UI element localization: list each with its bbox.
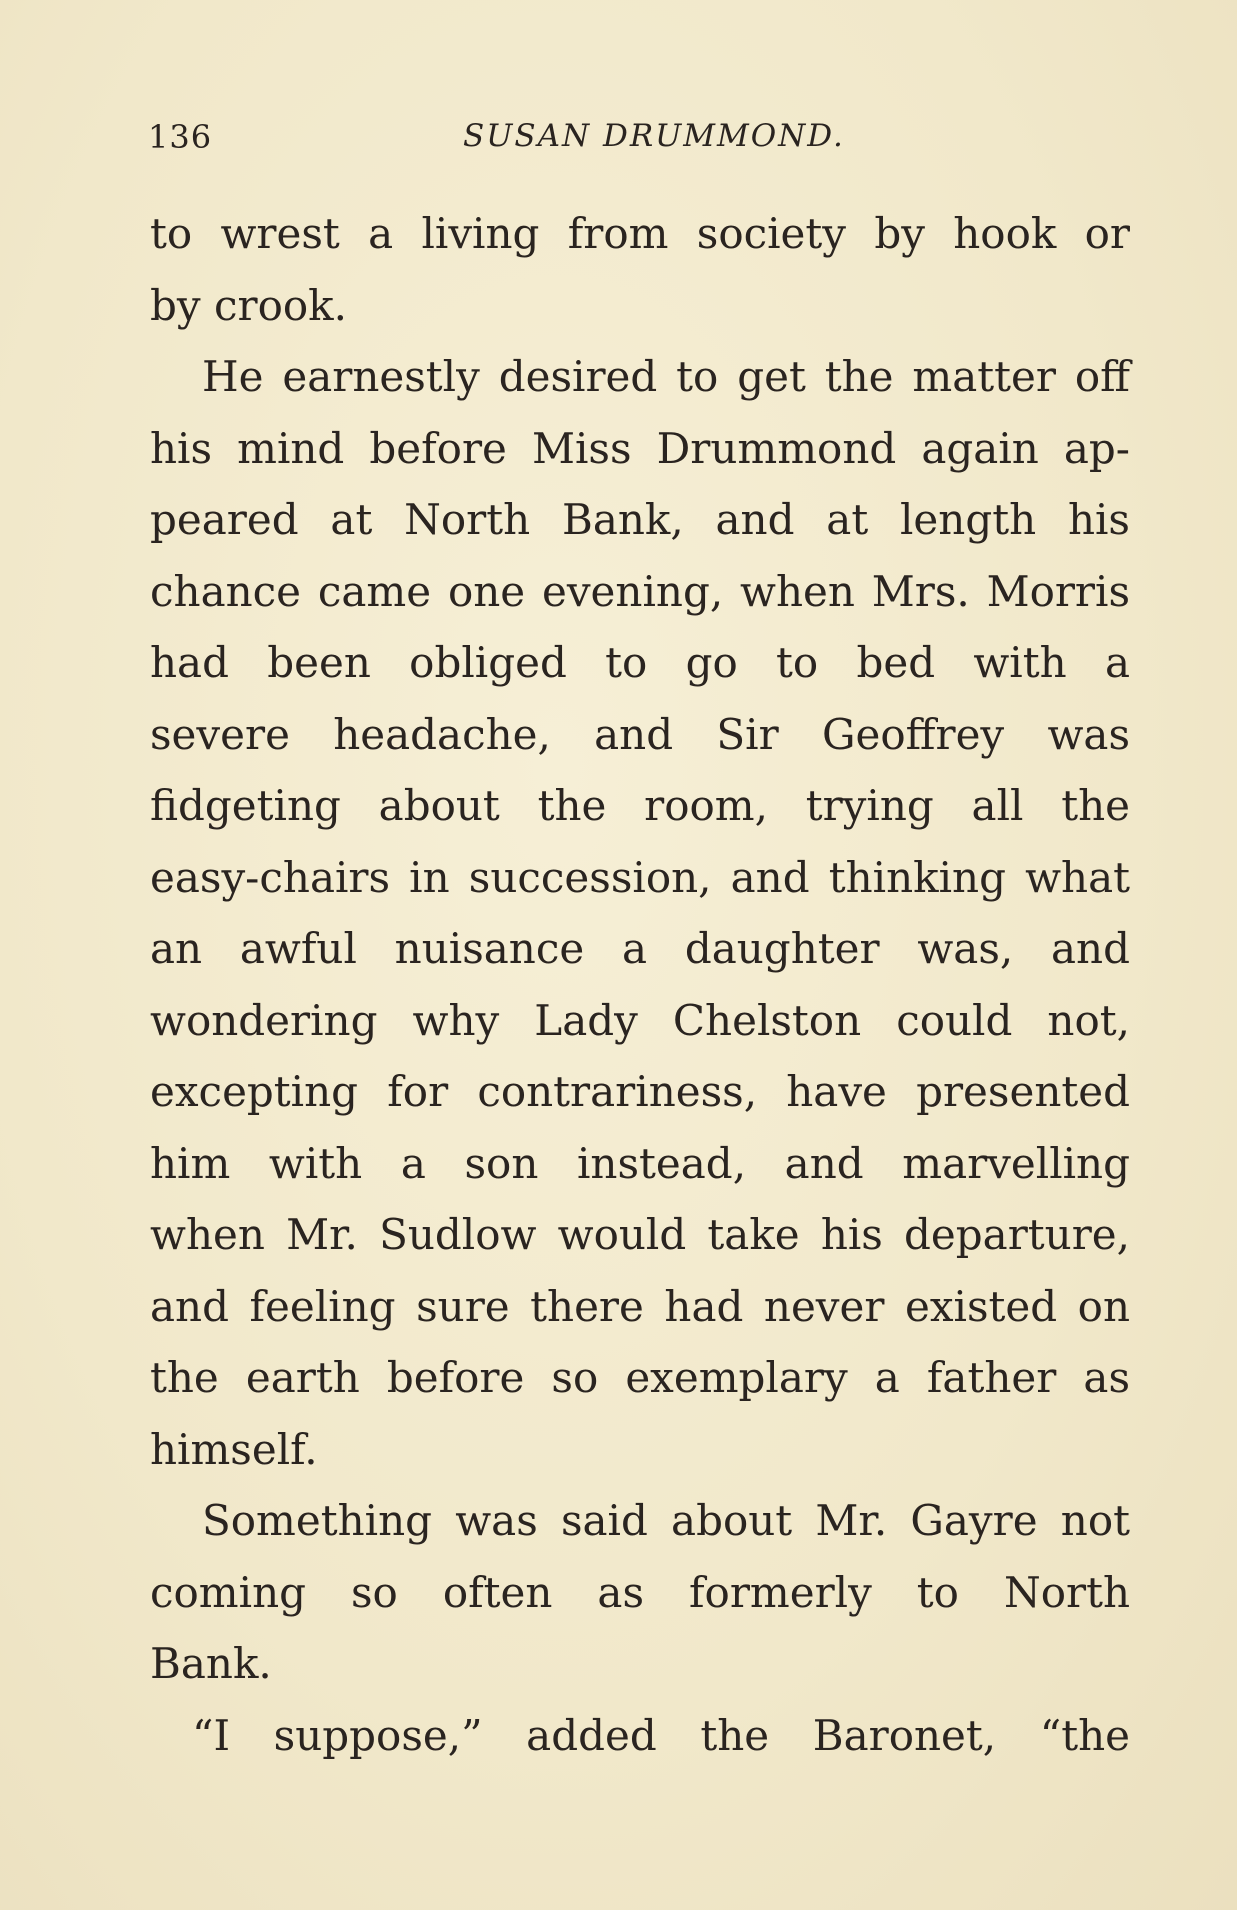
text-line: easy-chairs in succession, and thinking what bbox=[150, 852, 1130, 902]
text-line: had been obliged to go to bed with a bbox=[150, 638, 1130, 687]
text-line: chance came one evening, when Mrs. Morris bbox=[150, 566, 1130, 616]
text-line: his mind before Miss Drummond again ap- bbox=[150, 423, 1130, 473]
body-text bbox=[150, 198, 1130, 1771]
text-line: excepting for contrariness, have presented bbox=[150, 1067, 1130, 1116]
text-line: when Mr. Sudlow would take his departure, bbox=[150, 1210, 1130, 1259]
page-number: 136 bbox=[148, 118, 213, 156]
text-line: Something was said about Mr. Gayre not bbox=[202, 1496, 1130, 1545]
text-line: to wrest a living from society by hook or bbox=[150, 209, 1130, 258]
text-line: an awful nuisance a daughter was, and bbox=[150, 924, 1130, 973]
text-line: severe headache, and Sir Geoffrey was bbox=[150, 709, 1130, 759]
text-line: He earnestly desired to get the matter off bbox=[202, 352, 1130, 401]
text-line: him with a son instead, and marvelling bbox=[150, 1138, 1130, 1188]
text-line: peared at North Bank, and at length his bbox=[150, 495, 1130, 544]
text-line: “I suppose,” added the Baronet, “the bbox=[192, 1710, 1130, 1760]
text-line: himself. bbox=[150, 1424, 318, 1474]
text-line: Bank. bbox=[150, 1639, 272, 1688]
text-line: coming so often as formerly to North bbox=[150, 1567, 1130, 1617]
running-title: SUSAN DRUMMOND. bbox=[463, 118, 845, 154]
text-line: by crook. bbox=[150, 280, 347, 330]
running-head bbox=[148, 118, 1128, 168]
text-line: the earth before so exemplary a father as bbox=[150, 1353, 1130, 1402]
text-line: fidgeting about the room, trying all the bbox=[150, 781, 1130, 830]
text-line: and feeling sure there had never existed on bbox=[150, 1281, 1130, 1331]
text-line: wondering why Lady Chelston could not, bbox=[150, 995, 1130, 1045]
